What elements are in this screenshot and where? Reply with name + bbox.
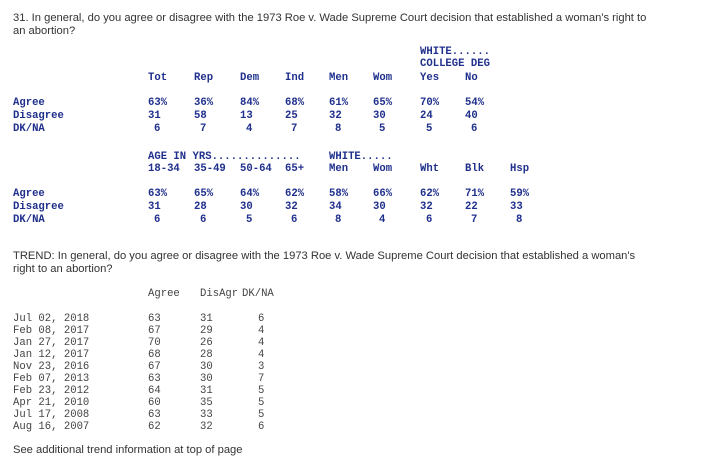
table-cell: 62% <box>420 188 440 200</box>
col-header: Yes <box>420 72 440 84</box>
table-cell: 63 <box>148 313 161 325</box>
table-cell: 30 <box>200 373 213 385</box>
table-cell: 8 <box>516 214 523 226</box>
trend-question-line-1: TREND: In general, do you agree or disagree with the 1973 Roe v. Wade Supreme Court decision that established a woman's <box>13 250 636 262</box>
table-cell: 63 <box>148 373 161 385</box>
table-cell: 63% <box>148 188 168 200</box>
col-header: Ind <box>285 72 305 84</box>
table-cell: 66% <box>373 188 393 200</box>
table-cell: 35 <box>200 397 213 409</box>
table-cell: 8 <box>335 214 342 226</box>
table-cell: 7 <box>258 373 265 385</box>
table-cell: 5 <box>258 409 265 421</box>
table-cell: 5 <box>379 123 386 135</box>
table-cell: 31 <box>148 201 161 213</box>
trend-date: Jul 17, 2008 <box>13 409 90 421</box>
table-cell: 34 <box>329 201 342 213</box>
table-cell: 64% <box>240 188 260 200</box>
table-cell: 4 <box>246 123 253 135</box>
table-cell: 4 <box>258 325 265 337</box>
col-header: Agree <box>148 288 180 300</box>
table-cell: 8 <box>335 123 342 135</box>
col-header: No <box>465 72 478 84</box>
table-cell: 68 <box>148 349 161 361</box>
table-cell: 28 <box>194 201 207 213</box>
table-cell: 32 <box>420 201 433 213</box>
table-cell: 32 <box>285 201 298 213</box>
table-cell: 58% <box>329 188 349 200</box>
table-cell: 29 <box>200 325 213 337</box>
table-cell: 30 <box>240 201 253 213</box>
col-header: Wom <box>373 163 393 175</box>
white-college-group-header: WHITE...... <box>420 46 490 58</box>
table-cell: 28 <box>200 349 213 361</box>
table-cell: 5 <box>258 385 265 397</box>
question-line-2: an abortion? <box>13 25 76 37</box>
white-college-group-subheader: COLLEGE DEG <box>420 58 490 70</box>
row-label: Agree <box>13 188 45 200</box>
table-cell: 26 <box>200 337 213 349</box>
col-header: Rep <box>194 72 214 84</box>
row-label: DK/NA <box>13 123 45 135</box>
trend-date: Jan 27, 2017 <box>13 337 90 349</box>
table-cell: 67 <box>148 325 161 337</box>
col-header: 35-49 <box>194 163 226 175</box>
col-header: Hsp <box>510 163 530 175</box>
table-cell: 6 <box>154 123 161 135</box>
table-cell: 30 <box>373 201 386 213</box>
table-cell: 71% <box>465 188 485 200</box>
table-cell: 22 <box>465 201 478 213</box>
col-header: Men <box>329 72 349 84</box>
table-cell: 62 <box>148 421 161 433</box>
table-cell: 6 <box>258 421 265 433</box>
table-cell: 6 <box>200 214 207 226</box>
table-cell: 6 <box>154 214 161 226</box>
col-header: DK/NA <box>242 288 274 300</box>
table-cell: 6 <box>258 313 265 325</box>
row-label: Disagree <box>13 110 64 122</box>
age-group-header: AGE IN YRS.............. <box>148 151 301 163</box>
table-cell: 5 <box>258 397 265 409</box>
trend-date: Apr 21, 2010 <box>13 397 90 409</box>
table-cell: 31 <box>148 110 161 122</box>
table-cell: 59% <box>510 188 530 200</box>
table-cell: 32 <box>329 110 342 122</box>
table-cell: 40 <box>465 110 478 122</box>
col-header: Blk <box>465 163 485 175</box>
table-cell: 62% <box>285 188 305 200</box>
table-cell: 5 <box>246 214 253 226</box>
table-cell: 3 <box>258 361 265 373</box>
col-header: Men <box>329 163 349 175</box>
table-cell: 6 <box>471 123 478 135</box>
table-cell: 54% <box>465 97 485 109</box>
table-cell: 67 <box>148 361 161 373</box>
row-label: DK/NA <box>13 214 45 226</box>
col-header: 65+ <box>285 163 305 175</box>
table-cell: 64 <box>148 385 161 397</box>
table-cell: 6 <box>291 214 298 226</box>
table-cell: 36% <box>194 97 214 109</box>
table-cell: 70% <box>420 97 440 109</box>
table-cell: 33 <box>200 409 213 421</box>
table-cell: 70 <box>148 337 161 349</box>
table-cell: 61% <box>329 97 349 109</box>
table-cell: 63% <box>148 97 168 109</box>
col-header: 50-64 <box>240 163 272 175</box>
table-cell: 25 <box>285 110 298 122</box>
trend-date: Feb 23, 2012 <box>13 385 90 397</box>
trend-date: Feb 07, 2013 <box>13 373 90 385</box>
question-line-1: 31. In general, do you agree or disagree with the 1973 Roe v. Wade Supreme Court decision that established a woman's right to <box>13 12 647 24</box>
table-cell: 32 <box>200 421 213 433</box>
table-cell: 24 <box>420 110 433 122</box>
table-cell: 63 <box>148 409 161 421</box>
table-cell: 30 <box>373 110 386 122</box>
trend-date: Jul 02, 2018 <box>13 313 90 325</box>
table-cell: 4 <box>258 349 265 361</box>
trend-date: Feb 08, 2017 <box>13 325 90 337</box>
trend-date: Jan 12, 2017 <box>13 349 90 361</box>
table-cell: 60 <box>148 397 161 409</box>
table-cell: 30 <box>200 361 213 373</box>
table-cell: 65% <box>373 97 393 109</box>
table-cell: 31 <box>200 313 213 325</box>
row-label: Disagree <box>13 201 64 213</box>
table-cell: 6 <box>426 214 433 226</box>
table-cell: 5 <box>426 123 433 135</box>
table-cell: 65% <box>194 188 214 200</box>
table-cell: 13 <box>240 110 253 122</box>
table-cell: 33 <box>510 201 523 213</box>
table-cell: 68% <box>285 97 305 109</box>
table-cell: 7 <box>200 123 207 135</box>
white-group-header: WHITE..... <box>329 151 393 163</box>
table-cell: 58 <box>194 110 207 122</box>
trend-question-line-2: right to an abortion? <box>13 263 113 275</box>
col-header: Wom <box>373 72 393 84</box>
table-cell: 7 <box>291 123 298 135</box>
table-cell: 7 <box>471 214 478 226</box>
table-cell: 31 <box>200 385 213 397</box>
col-header: Dem <box>240 72 260 84</box>
table-cell: 4 <box>379 214 386 226</box>
trend-date: Aug 16, 2007 <box>13 421 90 433</box>
col-header: 18-34 <box>148 163 180 175</box>
col-header: DisAgr <box>200 288 239 300</box>
trend-date: Nov 23, 2016 <box>13 361 90 373</box>
footer-note: See additional trend information at top of page <box>13 444 243 456</box>
table-cell: 84% <box>240 97 260 109</box>
col-header: Wht <box>420 163 440 175</box>
table-cell: 4 <box>258 337 265 349</box>
row-label: Agree <box>13 97 45 109</box>
col-header: Tot <box>148 72 168 84</box>
